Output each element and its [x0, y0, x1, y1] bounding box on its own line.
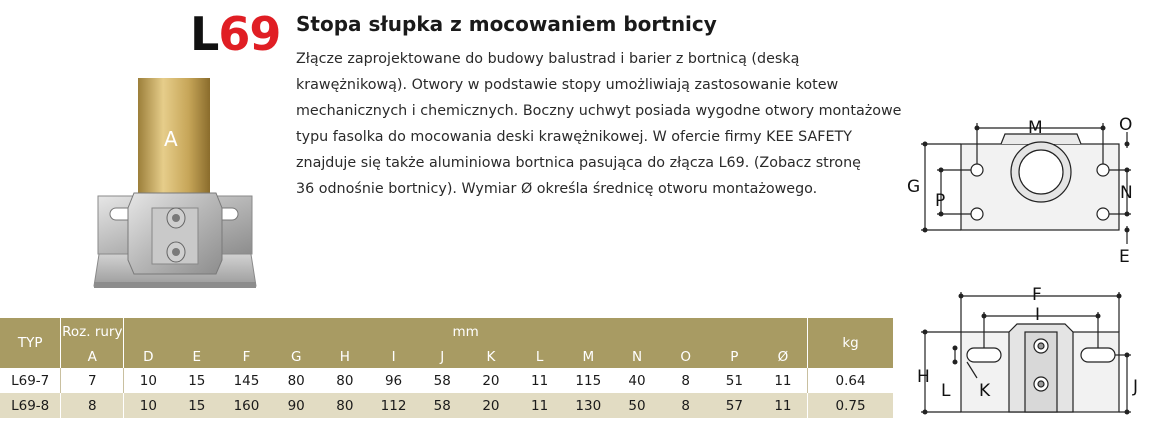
cell-kg: 0.64: [808, 368, 893, 393]
dim-label-i: I: [1035, 305, 1041, 325]
dim-label-p: P: [935, 191, 946, 211]
cell: 8: [661, 368, 710, 393]
col-header: J: [418, 346, 467, 368]
col-header: M: [564, 346, 613, 368]
col-header: P: [710, 346, 759, 368]
cell: 58: [418, 368, 467, 393]
cell-kg: 0.75: [808, 393, 893, 418]
col-header: N: [613, 346, 662, 368]
table-row: [0, 393, 893, 418]
dim-label-e: E: [1119, 247, 1130, 267]
side-view-diagram: [905, 280, 1160, 428]
cell: 58: [418, 393, 467, 418]
cell: 20: [467, 393, 516, 418]
cell: 112: [369, 393, 418, 418]
description-line: typu fasolka do mocowania deski krawężnikowej. W ofercie firmy KEE SAFETY: [296, 129, 853, 145]
cell: 51: [710, 368, 759, 393]
dim-label-o: O: [1119, 115, 1133, 135]
cell: 10: [124, 368, 173, 393]
col-header-typ: TYP: [0, 318, 61, 368]
table-row: [0, 368, 893, 393]
cell: 20: [467, 368, 516, 393]
col-header: D: [124, 346, 173, 368]
dim-label-f: F: [1032, 285, 1042, 305]
dim-label-h: H: [917, 367, 930, 387]
product-title: Stopa słupka z mocowaniem bortnicy: [296, 12, 717, 36]
product-photo: [80, 78, 270, 298]
col-header: A: [61, 346, 124, 368]
col-header: I: [369, 346, 418, 368]
spec-table: [0, 318, 893, 418]
dim-label-l: L: [941, 381, 951, 401]
cell: 57: [710, 393, 759, 418]
cell: 10: [124, 393, 173, 418]
dim-label-n: N: [1120, 183, 1133, 203]
description-line: mechanicznych i chemicznych. Boczny uchwyt posiada wygodne otwory montażowe: [296, 103, 902, 119]
photo-label-a: A: [164, 127, 178, 151]
cell: 115: [564, 368, 613, 393]
col-header-kg: kg: [808, 318, 893, 368]
product-code: [190, 8, 280, 60]
cell: 80: [321, 393, 370, 418]
col-header-mm: mm: [124, 318, 808, 346]
description-line: Złącze zaprojektowane do budowy balustrad i barier z bortnicą (deską: [296, 51, 800, 67]
dim-label-k: K: [979, 381, 991, 401]
cell: 11: [759, 368, 808, 393]
cell: 15: [172, 393, 221, 418]
cell: 50: [613, 393, 662, 418]
cell: 80: [272, 368, 321, 393]
cell: 8: [61, 393, 124, 418]
cell-typ: L69-8: [0, 393, 61, 418]
description-line: znajduje się także aluminiowa bortnica pasująca do złącza L69. (Zobacz stronę: [296, 155, 861, 171]
product-description: [296, 46, 906, 202]
col-header: Ø: [759, 346, 808, 368]
cell: 11: [515, 368, 564, 393]
col-header: O: [661, 346, 710, 368]
cell-typ: L69-7: [0, 368, 61, 393]
cell: 90: [272, 393, 321, 418]
col-header: G: [272, 346, 321, 368]
col-header: L: [515, 346, 564, 368]
cell: 96: [369, 368, 418, 393]
table-subheader-row: [0, 346, 893, 368]
col-header: E: [172, 346, 221, 368]
cell: 7: [61, 368, 124, 393]
top-view-diagram: [905, 108, 1160, 268]
col-header: K: [467, 346, 516, 368]
cell: 11: [759, 393, 808, 418]
description-line: 36 odnośnie bortnicy). Wymiar Ø określa średnicę otworu montażowego.: [296, 181, 818, 197]
cell: 11: [515, 393, 564, 418]
dim-label-m: M: [1028, 118, 1043, 138]
cell: 160: [221, 393, 272, 418]
dim-label-g: G: [907, 177, 921, 197]
dim-label-j: J: [1133, 377, 1139, 397]
cell: 145: [221, 368, 272, 393]
description-line: krawężnikową). Otwory w podstawie stopy umożliwiają zastosowanie kotew: [296, 77, 839, 93]
col-header: F: [221, 346, 272, 368]
cell: 130: [564, 393, 613, 418]
cell: 80: [321, 368, 370, 393]
col-header-roz-rury: Roz. rury: [61, 318, 124, 346]
cell: 40: [613, 368, 662, 393]
cell: 8: [661, 393, 710, 418]
col-header: H: [321, 346, 370, 368]
cell: 15: [172, 368, 221, 393]
product-code-number: 69: [218, 7, 281, 61]
product-code-prefix: L: [190, 7, 219, 61]
